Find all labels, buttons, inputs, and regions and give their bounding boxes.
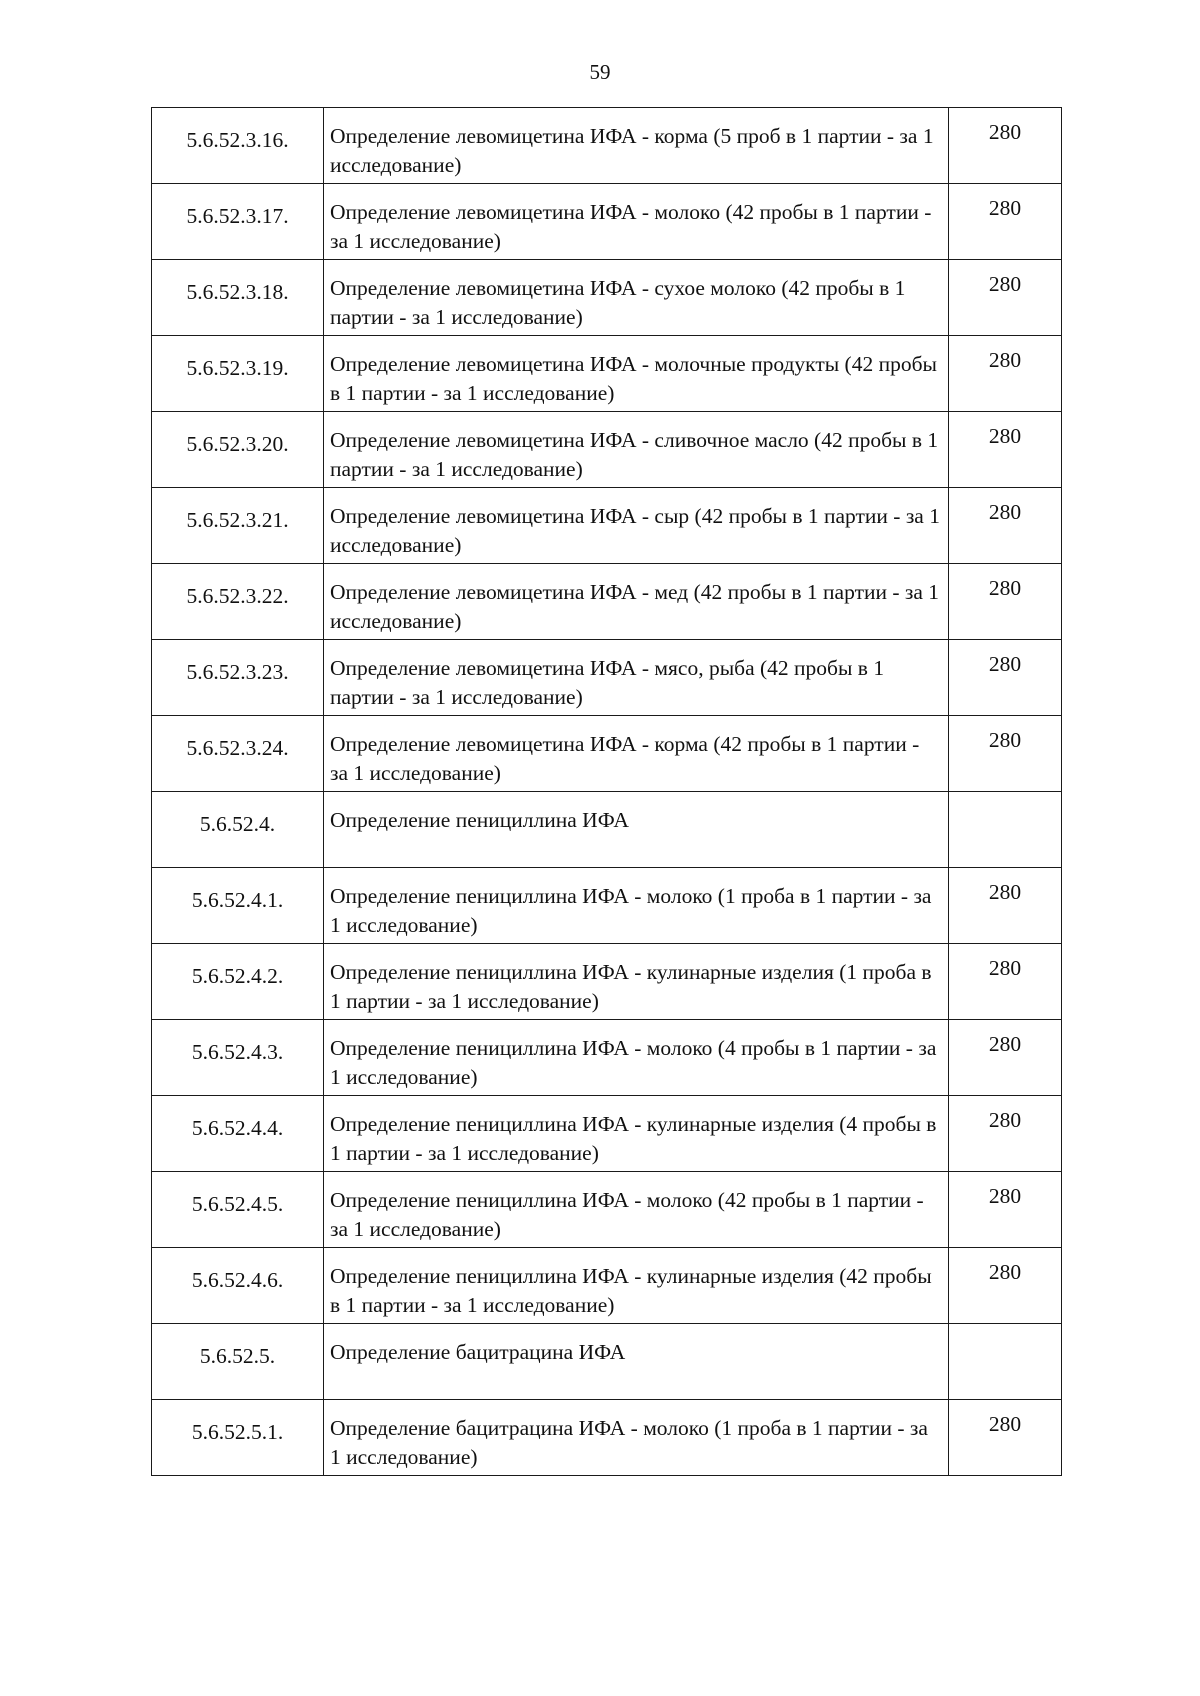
row-price: 280 — [949, 1172, 1062, 1248]
row-code: 5.6.52.3.22. — [152, 564, 324, 640]
row-description: Определение левомицетина ИФА - корма (5 проб в 1 партии - за 1 исследование) — [324, 108, 949, 184]
row-code: 5.6.52.4.5. — [152, 1172, 324, 1248]
table-row — [152, 716, 1062, 792]
table-row — [152, 944, 1062, 1020]
row-code: 5.6.52.3.24. — [152, 716, 324, 792]
price-table — [151, 107, 1062, 1476]
row-description: Определение левомицетина ИФА - сливочное масло (42 пробы в 1 партии - за 1 исследование) — [324, 412, 949, 488]
row-code: 5.6.52.3.20. — [152, 412, 324, 488]
row-description: Определение левомицетина ИФА - корма (42 пробы в 1 партии - за 1 исследование) — [324, 716, 949, 792]
row-description: Определение пенициллина ИФА - молоко (42 пробы в 1 партии - за 1 исследование) — [324, 1172, 949, 1248]
table-row — [152, 336, 1062, 412]
row-price: 280 — [949, 944, 1062, 1020]
table-row — [152, 1096, 1062, 1172]
row-description: Определение пенициллина ИФА - молоко (4 пробы в 1 партии - за 1 исследование) — [324, 1020, 949, 1096]
row-code: 5.6.52.3.19. — [152, 336, 324, 412]
row-code: 5.6.52.5.1. — [152, 1400, 324, 1476]
row-description: Определение бацитрацина ИФА - молоко (1 проба в 1 партии - за 1 исследование) — [324, 1400, 949, 1476]
row-price: 280 — [949, 1096, 1062, 1172]
table-row — [152, 1400, 1062, 1476]
row-price: 280 — [949, 564, 1062, 640]
table-row — [152, 640, 1062, 716]
table-row — [152, 488, 1062, 564]
table-row-section — [152, 1324, 1062, 1400]
row-description: Определение левомицетина ИФА - мясо, рыба (42 пробы в 1 партии - за 1 исследование) — [324, 640, 949, 716]
row-code: 5.6.52.3.16. — [152, 108, 324, 184]
table-row — [152, 1020, 1062, 1096]
row-price: 280 — [949, 1400, 1062, 1476]
price-table-wrapper — [151, 107, 1061, 1476]
row-description: Определение левомицетина ИФА - молоко (42 пробы в 1 партии - за 1 исследование) — [324, 184, 949, 260]
table-row — [152, 564, 1062, 640]
row-price: 280 — [949, 412, 1062, 488]
row-price — [949, 792, 1062, 868]
row-description: Определение левомицетина ИФА - молочные продукты (42 пробы в 1 партии - за 1 исследование) — [324, 336, 949, 412]
row-price: 280 — [949, 488, 1062, 564]
row-price: 280 — [949, 640, 1062, 716]
row-description: Определение пенициллина ИФА - кулинарные изделия (1 проба в 1 партии - за 1 исследование) — [324, 944, 949, 1020]
row-price: 280 — [949, 184, 1062, 260]
row-code: 5.6.52.3.23. — [152, 640, 324, 716]
row-code: 5.6.52.3.17. — [152, 184, 324, 260]
table-row — [152, 184, 1062, 260]
table-row-section — [152, 792, 1062, 868]
table-row — [152, 260, 1062, 336]
row-code: 5.6.52.5. — [152, 1324, 324, 1400]
row-code: 5.6.52.4.2. — [152, 944, 324, 1020]
row-code: 5.6.52.3.21. — [152, 488, 324, 564]
table-row — [152, 1172, 1062, 1248]
row-price: 280 — [949, 1248, 1062, 1324]
row-price: 280 — [949, 336, 1062, 412]
row-price: 280 — [949, 1020, 1062, 1096]
row-description: Определение левомицетина ИФА - сухое молоко (42 пробы в 1 партии - за 1 исследование) — [324, 260, 949, 336]
table-row — [152, 108, 1062, 184]
row-description: Определение пенициллина ИФА - кулинарные изделия (4 пробы в 1 партии - за 1 исследование) — [324, 1096, 949, 1172]
row-code: 5.6.52.4.4. — [152, 1096, 324, 1172]
row-code: 5.6.52.4.6. — [152, 1248, 324, 1324]
table-row — [152, 1248, 1062, 1324]
row-price: 280 — [949, 868, 1062, 944]
table-row — [152, 412, 1062, 488]
row-description: Определение пенициллина ИФА - кулинарные изделия (42 пробы в 1 партии - за 1 исследование) — [324, 1248, 949, 1324]
row-description: Определение пенициллина ИФА — [324, 792, 949, 868]
row-description: Определение пенициллина ИФА - молоко (1 проба в 1 партии - за 1 исследование) — [324, 868, 949, 944]
row-price: 280 — [949, 260, 1062, 336]
table-row — [152, 868, 1062, 944]
row-code: 5.6.52.4.1. — [152, 868, 324, 944]
row-code: 5.6.52.4.3. — [152, 1020, 324, 1096]
row-price — [949, 1324, 1062, 1400]
row-code: 5.6.52.4. — [152, 792, 324, 868]
row-price: 280 — [949, 716, 1062, 792]
row-description: Определение левомицетина ИФА - мед (42 пробы в 1 партии - за 1 исследование) — [324, 564, 949, 640]
row-description: Определение бацитрацина ИФА — [324, 1324, 949, 1400]
row-price: 280 — [949, 108, 1062, 184]
row-code: 5.6.52.3.18. — [152, 260, 324, 336]
page-number: 59 — [589, 60, 611, 84]
row-description: Определение левомицетина ИФА - сыр (42 пробы в 1 партии - за 1 исследование) — [324, 488, 949, 564]
